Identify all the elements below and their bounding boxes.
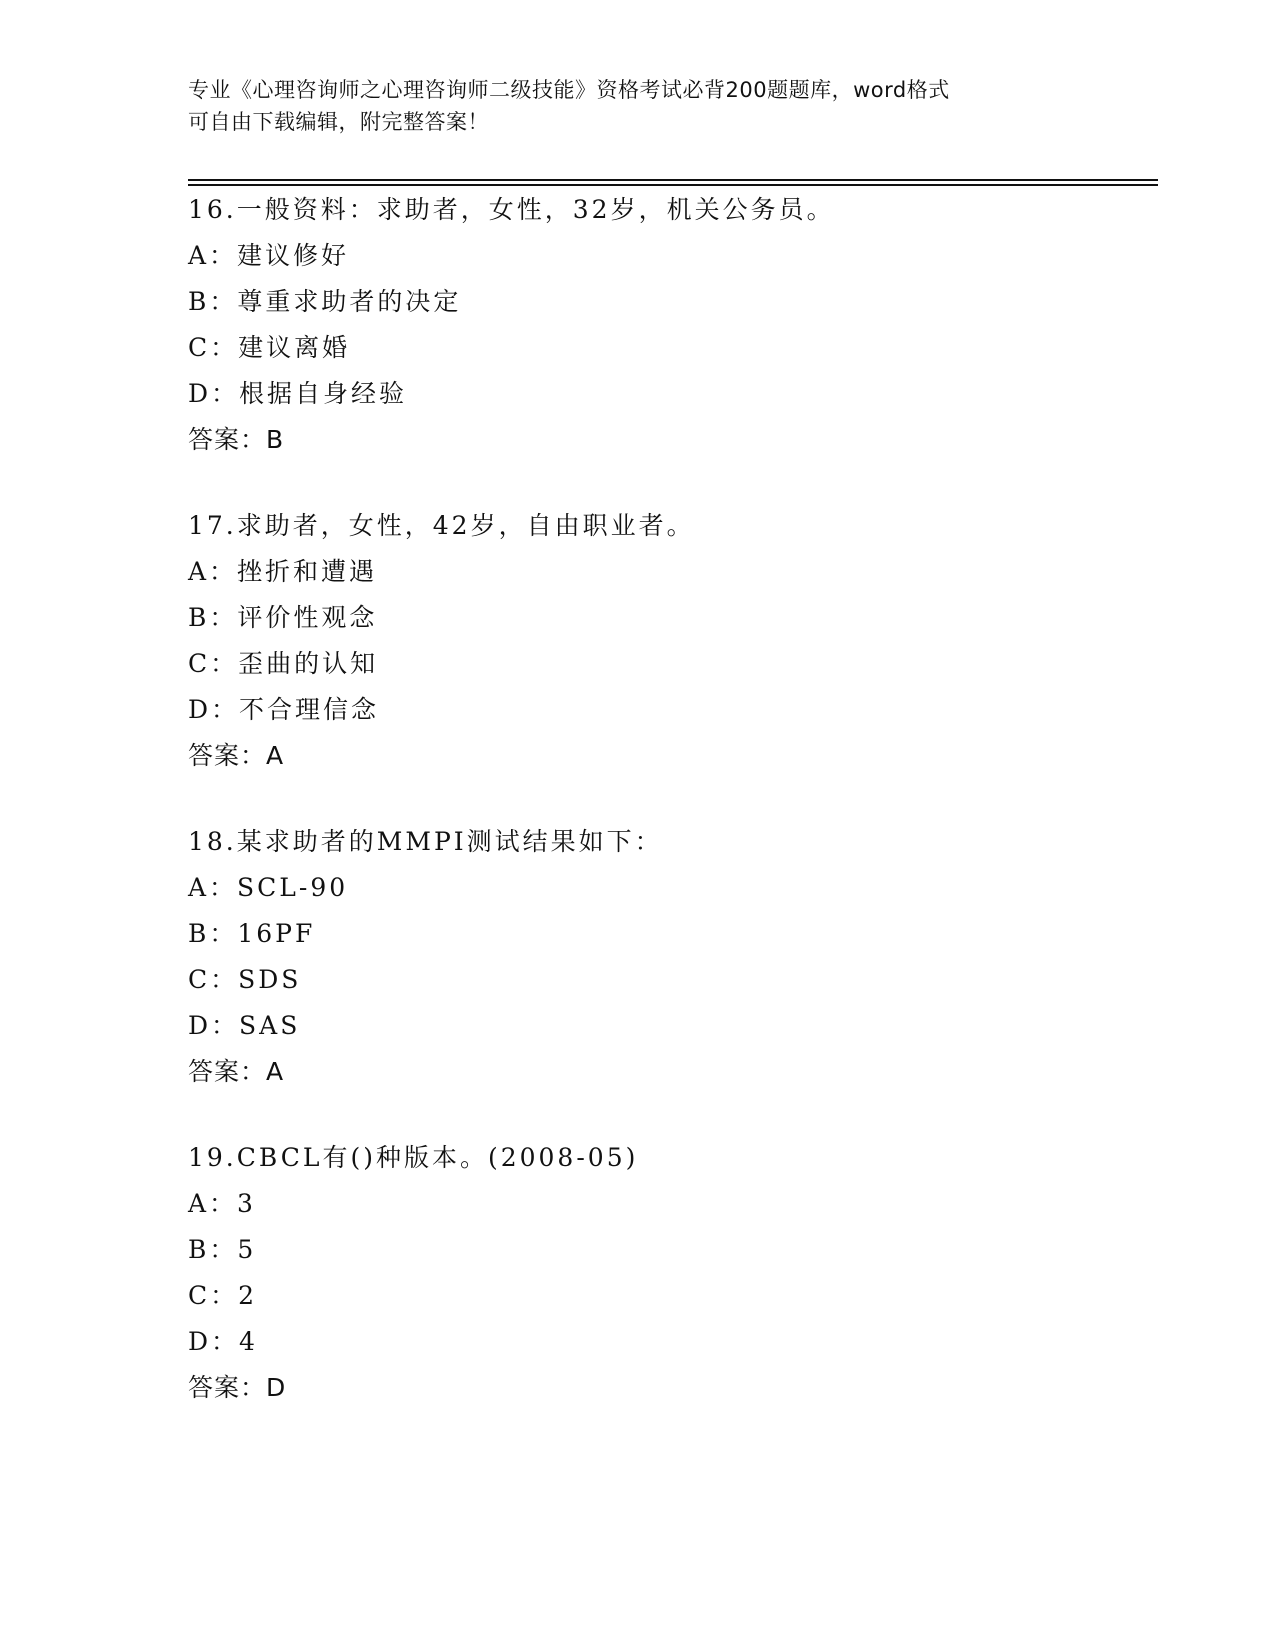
option-c: C：建议离婚 [188,333,351,362]
question-stem: 17.求助者，女性，42岁，自由职业者。 [188,511,695,540]
option-a: A：SCL-90 [188,873,349,902]
answer-line: 答案：B [188,425,285,454]
option-c: C：2 [188,1281,258,1310]
question-19 [188,1135,1158,1411]
answer-line: 答案：D [188,1373,287,1402]
option-b: B：5 [188,1235,257,1264]
document-header [188,74,1088,138]
header-line-1: 专业《心理咨询师之心理咨询师二级技能》资格考试必背200题题库，word格式 [188,78,950,102]
question-18 [188,819,1158,1095]
answer-line: 答案：A [188,741,285,770]
answer-line: 答案：A [188,1057,285,1086]
question-stem: 16.一般资料：求助者，女性，32岁，机关公务员。 [188,195,835,224]
option-d: D：不合理信念 [188,695,380,724]
option-a: A：挫折和遭遇 [188,557,378,586]
option-b: B：16PF [188,919,316,948]
question-stem: 19.CBCL有()种版本。(2008-05) [188,1143,639,1172]
question-16 [188,187,1158,463]
header-divider-bottom [188,184,1158,186]
header-divider-top [188,179,1158,181]
option-a: A：3 [188,1189,256,1218]
option-c: C：歪曲的认知 [188,649,379,678]
question-stem: 18.某求助者的MMPI测试结果如下： [188,827,663,856]
option-c: C：SDS [188,965,302,994]
option-d: D：4 [188,1327,258,1356]
option-d: D：根据自身经验 [188,379,408,408]
option-d: D：SAS [188,1011,301,1040]
question-17 [188,503,1158,779]
option-a: A：建议修好 [188,241,350,270]
header-line-2: 可自由下载编辑，附完整答案！ [188,110,489,134]
option-b: B：评价性观念 [188,603,378,632]
option-b: B：尊重求助者的决定 [188,287,462,316]
